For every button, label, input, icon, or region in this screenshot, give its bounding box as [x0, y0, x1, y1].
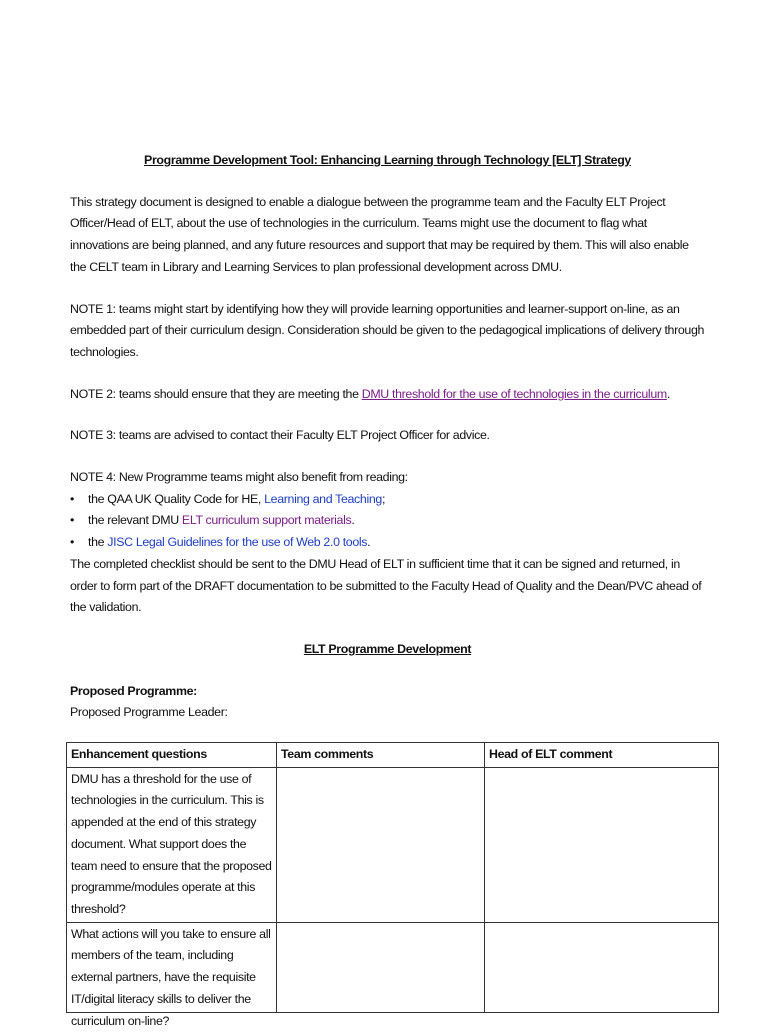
- proposed-leader-label: Proposed Programme Leader:: [70, 705, 228, 720]
- elt-support-materials-link[interactable]: ELT curriculum support materials: [181, 513, 352, 528]
- header-head-elt-comment: Head of ELT comment: [485, 743, 719, 768]
- question-cell: [67, 922, 277, 1028]
- note-1: NOTE 1: teams might start by identifying how they will provide learning opportunities and learner-support on-line, as an embedded part of their curriculum design. Consideration should be given to the pedagogical implications of delivery through technologies.: [70, 301, 705, 359]
- bullet-icon: •: [70, 513, 74, 528]
- head-comment-cell[interactable]: [485, 922, 719, 1012]
- note-2: [70, 384, 705, 406]
- note-2-prefix: NOTE 2: teams should ensure that they are meeting the: [70, 386, 362, 401]
- intro-paragraph: This strategy document is designed to enable a dialogue between the programme team and the Faculty ELT Project Officer/Head of ELT, about the use of technologies in the curriculum. Teams might use the document to flag what innovations are being planned, and any future resources and support that may be required by them. This will also enable the CELT team in Library and Learning Services to plan professional development across DMU.: [70, 194, 689, 274]
- document-title: Programme Development Tool: Enhancing Learning through Technology [ELT] Strategy: [144, 153, 631, 167]
- question-cell: DMU has a threshold for the use of technologies in the curriculum. This is appended at the end of this strategy document. What support does the team need to ensure that the proposed programme/modules operate at this threshold?: [67, 767, 277, 922]
- team-comment-cell[interactable]: [277, 767, 485, 922]
- table-header-row: [67, 743, 719, 768]
- head-comment-cell[interactable]: [485, 767, 719, 922]
- learning-teaching-link[interactable]: Learning and Teaching: [264, 491, 382, 506]
- closing-paragraph: The completed checklist should be sent to the DMU Head of ELT in sufficient time that it can be signed and returned, in order to form part of the DRAFT documentation to be submitted to the Faculty Head of Quality and the Dean/PVC ahead of the validation.: [70, 556, 702, 615]
- list-item: • the QAA UK Quality Code for HE, Learning and Teaching;: [70, 489, 705, 511]
- note-2-suffix: .: [666, 386, 670, 401]
- note-4-heading: NOTE 4: New Programme teams might also benefit from reading:: [70, 470, 408, 485]
- jisc-legal-guidelines-link[interactable]: JISC Legal Guidelines for the use of Web 2.0 tools: [107, 535, 368, 550]
- table-row: [67, 922, 719, 1012]
- bullet-icon: •: [70, 535, 74, 550]
- list-item: • the relevant DMU ELT curriculum support materials.: [70, 510, 705, 532]
- note-3: NOTE 3: teams are advised to contact their Faculty ELT Project Officer for advice.: [70, 428, 490, 443]
- header-enhancement-questions: Enhancement questions: [67, 743, 277, 768]
- enhancement-table: [66, 742, 719, 1028]
- document-page: [70, 150, 705, 1028]
- section-title: ELT Programme Development: [303, 641, 472, 656]
- list-item: • the JISC Legal Guidelines for the use of Web 2.0 tools.: [70, 532, 705, 554]
- note-4-list: [70, 489, 705, 554]
- header-team-comments: Team comments: [277, 743, 485, 768]
- question-text: What actions will you take to ensure all members of the team, including external partners, have the requisite IT/digital literacy skills to deliver the curriculum on-line?: [71, 926, 271, 1028]
- table-row: [67, 767, 719, 922]
- team-comment-cell[interactable]: [277, 922, 485, 1012]
- dmu-threshold-link[interactable]: DMU threshold for the use of technologies in the curriculum: [361, 386, 667, 401]
- proposed-programme-label: Proposed Programme:: [70, 683, 197, 698]
- bullet-icon: •: [70, 491, 74, 506]
